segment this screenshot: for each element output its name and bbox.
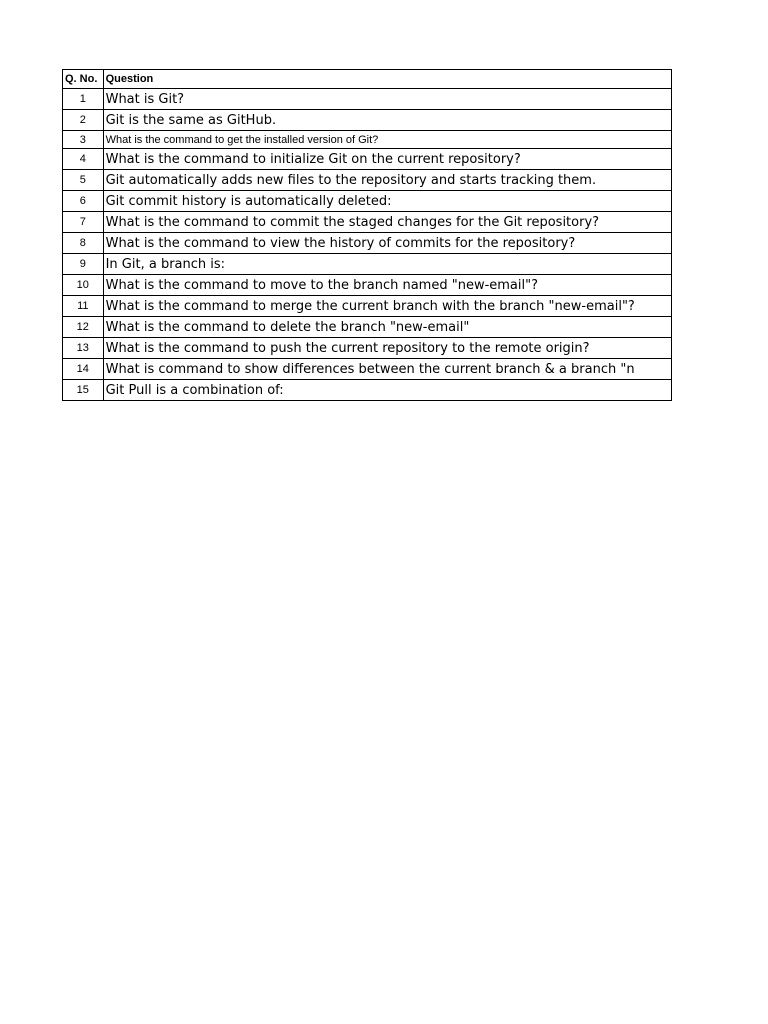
question-text: What is the command to delete the branch "new-email" [103, 317, 671, 338]
question-text: What is command to show differences between the current branch & a branch "n [103, 359, 671, 380]
table-row [63, 338, 672, 359]
question-number: 3 [63, 131, 104, 149]
question-number: 14 [63, 359, 104, 380]
question-text: What is the command to move to the branch named "new-email"? [103, 275, 671, 296]
table-row [63, 380, 672, 401]
question-text: What is the command to get the installed version of Git? [103, 131, 671, 149]
table-row [63, 233, 672, 254]
table-row [63, 149, 672, 170]
question-text: What is the command to merge the current branch with the branch "new-email"? [103, 296, 671, 317]
question-text: What is the command to view the history of commits for the repository? [103, 233, 671, 254]
question-text: What is Git? [103, 89, 671, 110]
table-row [63, 170, 672, 191]
question-number: 5 [63, 170, 104, 191]
question-text: Git is the same as GitHub. [103, 110, 671, 131]
question-number: 1 [63, 89, 104, 110]
question-text: Git automatically adds new files to the repository and starts tracking them. [103, 170, 671, 191]
question-number: 8 [63, 233, 104, 254]
question-text: What is the command to push the current repository to the remote origin? [103, 338, 671, 359]
table-row [63, 212, 672, 233]
table-row [63, 254, 672, 275]
table-row [63, 296, 672, 317]
question-text: In Git, a branch is: [103, 254, 671, 275]
header-question: Question [103, 70, 671, 89]
table-row [63, 131, 672, 149]
question-text: What is the command to commit the staged changes for the Git repository? [103, 212, 671, 233]
question-number: 6 [63, 191, 104, 212]
table-row [63, 359, 672, 380]
header-row [63, 70, 672, 89]
header-question-number: Q. No. [63, 70, 104, 89]
question-number: 12 [63, 317, 104, 338]
question-text: Git commit history is automatically deleted: [103, 191, 671, 212]
table-row [63, 317, 672, 338]
question-number: 9 [63, 254, 104, 275]
question-number: 15 [63, 380, 104, 401]
table-row [63, 191, 672, 212]
question-number: 2 [63, 110, 104, 131]
table-row [63, 110, 672, 131]
question-number: 7 [63, 212, 104, 233]
table-row [63, 89, 672, 110]
table-row [63, 275, 672, 296]
question-number: 4 [63, 149, 104, 170]
question-number: 13 [63, 338, 104, 359]
question-text: Git Pull is a combination of: [103, 380, 671, 401]
question-number: 11 [63, 296, 104, 317]
questions-table [62, 69, 672, 401]
question-number: 10 [63, 275, 104, 296]
question-text: What is the command to initialize Git on the current repository? [103, 149, 671, 170]
